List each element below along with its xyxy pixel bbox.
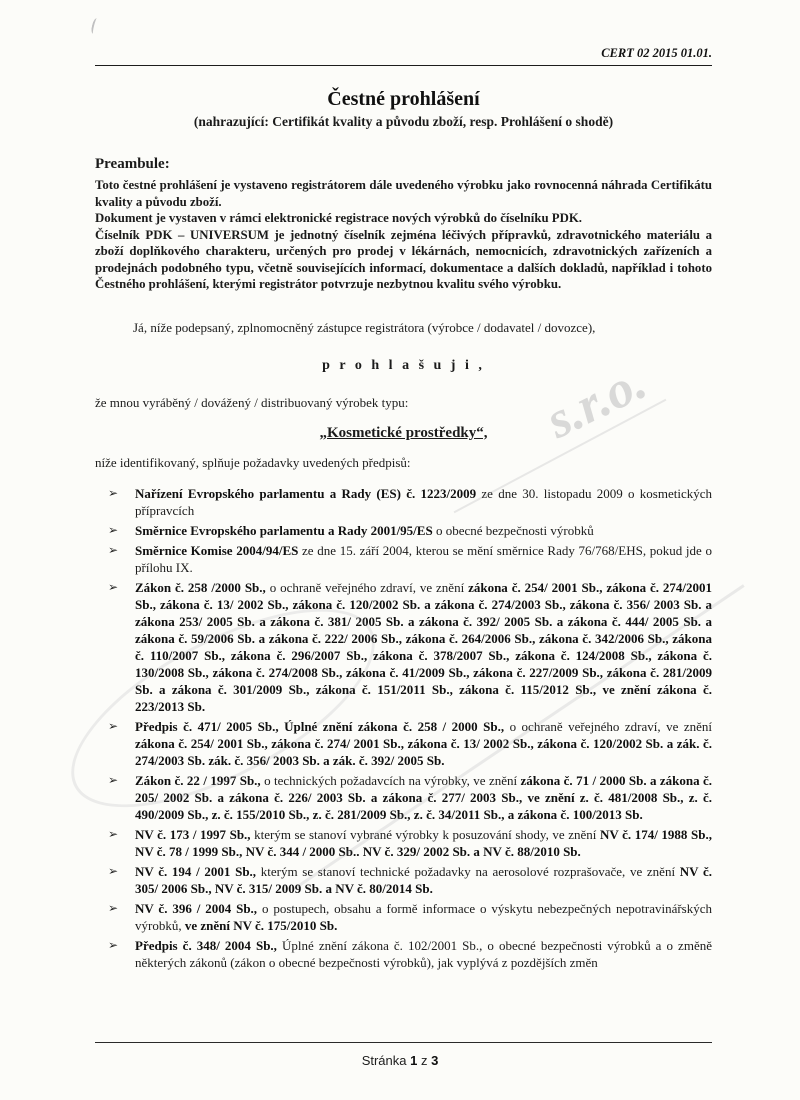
arrow-bullet-icon: ➢ [108,522,119,537]
text-segment: o obecné bezpečnosti výrobků [432,522,594,538]
text-segment: o ochraně veřejného zdraví, ve znění [504,718,712,734]
arrow-bullet-icon: ➢ [108,485,119,500]
preamble-paragraphs [95,177,712,293]
regulation-item [95,718,712,769]
arrow-bullet-icon: ➢ [108,900,119,915]
text-segment-bold: Předpis č. 471/ 2005 Sb., Úplné znění zákona č. 258 / 2000 Sb., [135,718,505,734]
arrow-bullet-icon: ➢ [108,863,119,878]
text-segment: z [417,1053,432,1068]
regulation-item [95,863,712,897]
text-segment: ze dne 15. září 2004, kterou se mění směrnice Rady 76/768/EHS, pokud jde o přílohu IX. [135,542,712,575]
text-segment: o ochraně veřejného zdraví, ve znění [265,579,469,595]
text-segment: Stránka [361,1053,411,1068]
text-segment-bold: NV č. 173 / 1997 Sb., [135,826,251,842]
regulation-item [95,937,712,971]
product-intro: že mnou vyráběný / dovážený / distribuovaný výrobek typu: [95,394,409,410]
text-segment: o postupech, obsahu a formě informace o výskytu nebezpečných nepotravinářských výrobků, [135,900,712,933]
text-segment-bold: zákona č. 71 / 2000 Sb. a zákona č. 205/ 2002 Sb. a zákona č. 226/ 2003 Sb. a zákona č. 277/ 2003 Sb., ve znění z. č. 481/2008 Sb., z. č. 490/2009 Sb., z. č. 155/2010 Sb., z. č. 281/2009 Sb., z. č. 34/2011 Sb., a zákona č. 100/2013 Sb. [135,772,712,822]
regulations-list [95,485,712,971]
text-segment-bold: zákona č. 254/ 2001 Sb., zákona č. 274/2001 Sb., zákona č. 13/ 2002 Sb., zákona č. 120/2002 Sb. a zákona č. 274/2003 Sb., zákona č. 356/ 2003 Sb. a zákona 253/ 2005 Sb. a zákona č. 381/ 2005 Sb. a zákona č. 392/ 2005 Sb. a zákona č. 444/ 2005 Sb. a zákona č. 59/2006 Sb. a zákona č. 222/ 2006 Sb., zákona č. 264/2006 Sb., zákona č. 342/2006 Sb., zákona č. 110/2007 Sb., zákona č. 296/2007 Sb., zákona č. 378/2007 Sb., zákona č. 124/2008 Sb., zákona č. 130/2008 Sb., zákona č. 274/2008 Sb., zákona č. 41/2009 Sb., zákona č. 227/2009 Sb., zákona č. 281/2009 Sb. a zákona č. 301/2009 Sb., zákona č. 151/2011 Sb., zákona č. 115/2012 Sb., ve znění zákona č. 223/2013 Sb. [135,579,712,714]
document-subtitle: (nahrazující: Certifikát kvality a původu zboží, resp. Prohlášení o shodě) [193,114,614,129]
regulation-item [95,579,712,715]
text-segment-bold: ve znění NV č. 175/2010 Sb. [184,917,338,933]
arrow-bullet-icon: ➢ [108,826,119,841]
footer-page-label [0,1053,800,1068]
arrow-bullet-icon: ➢ [108,579,119,594]
text-segment-bold: NV č. 174/ 1988 Sb., NV č. 78 / 1999 Sb., NV č. 344 / 2000 Sb.. NV č. 329/ 2002 Sb. a NV č. 88/2010 Sb. [135,826,712,859]
watermark-signature-text: s.r.o. [537,353,655,450]
regulation-item [95,522,712,539]
text-segment: Úplné znění zákona č. 102/2001 Sb., o obecné bezpečnosti výrobků a o změně některých zákonů (zákon o obecné bezpečnosti výrobků), jak vyplývá z pozdějších změn [135,937,712,970]
text-segment-bold: Předpis č. 348/ 2004 Sb., [135,937,277,953]
text-segment-bold: Nařízení Evropského parlamentu a Rady (ES) č. 1223/2009 [135,485,477,501]
preamble-heading: Preambule: [95,156,170,172]
arrow-bullet-icon: ➢ [108,718,119,733]
regulation-item [95,772,712,823]
text-segment-bold: zákona č. 254/ 2001 Sb., zákona č. 274/ 2001 Sb., zákona č. 13/ 2002 Sb., zákona č. 120/2002 Sb. a zák. č. 274/2003 Sb. zák. č. 356/ 2003 Sb. a zák. č. 392/ 2005 Sb. [135,735,712,768]
text-segment-bold: 3 [431,1053,439,1068]
text-segment-bold: NV č. 194 / 2001 Sb., [135,863,257,879]
text-segment-bold: Zákon č. 22 / 1997 Sb., [135,772,261,788]
declaration-verb: p r o h l a š u j i , [322,357,485,373]
text-segment-bold: Směrnice Evropského parlamentu a Rady 2001/95/ES [135,522,433,538]
regulation-item [95,826,712,860]
text-segment-bold: Směrnice Komise 2004/94/ES [135,542,299,558]
text-segment: ze dne 30. listopadu 2009 o kosmetických přípravcích [135,485,712,518]
regulation-item [95,485,712,519]
text-segment: kterým se stanoví vybrané výrobky k posuzování shody, ve znění [250,826,600,842]
text-segment-bold: 1 [410,1053,418,1068]
compliance-intro: níže identifikovaný, splňuje požadavky uvedených předpisů: [95,454,411,470]
regulation-item [95,542,712,576]
document-code: CERT 02 2015 01.01. [601,46,712,60]
text-segment: kterým se stanoví technické požadavky na aerosolové rozprašovače, ve znění [256,863,680,879]
footer-rule [95,1042,712,1043]
preamble-paragraph: Číselník PDK – UNIVERSUM je jednotný číselník zejména léčivých přípravků, zdravotnického materiálu a zboží doplňkového charakteru, určených pro prodej v lékárnách, nemocnicích, zdravotnických zařízeních a prodejnách podobného typu, včetně souvisejících informací, dokumentace a dalších dokladů, například i tohoto Čestného prohlášení, kterými registrátor potvrzuje nezbytnou kvalitu svého výrobku. [95,227,712,291]
text-segment-bold: NV č. 396 / 2004 Sb., [135,900,258,916]
regulation-item [95,900,712,934]
declaration-intro: Já, níže podepsaný, zplnomocněný zástupce registrátora (výrobce / dodavatel / dovozce), [133,319,596,335]
text-segment-bold: NV č. 305/ 2006 Sb., NV č. 315/ 2009 Sb. a NV č. 80/2014 Sb. [135,863,712,896]
text-segment-bold: Zákon č. 258 /2000 Sb., [135,579,266,595]
product-type: „Kosmetické prostředky“, [319,424,488,441]
scan-artifact-mark [90,18,100,35]
preamble-paragraph: Dokument je vystaven v rámci elektronické registrace nových výrobků do číselníku PDK. [95,211,582,225]
arrow-bullet-icon: ➢ [108,542,119,557]
arrow-bullet-icon: ➢ [108,937,119,952]
arrow-bullet-icon: ➢ [108,772,119,787]
document-title: Čestné prohlášení [327,88,480,110]
header-rule [95,65,712,66]
preamble-paragraph: Toto čestné prohlášení je vystaveno registrátorem dále uvedeného výrobku jako rovnocenná náhrada Certifikátu kvality a původu zboží. [95,178,712,209]
document-body [95,88,712,974]
text-segment: o technických požadavcích na výrobky, ve znění [260,772,521,788]
